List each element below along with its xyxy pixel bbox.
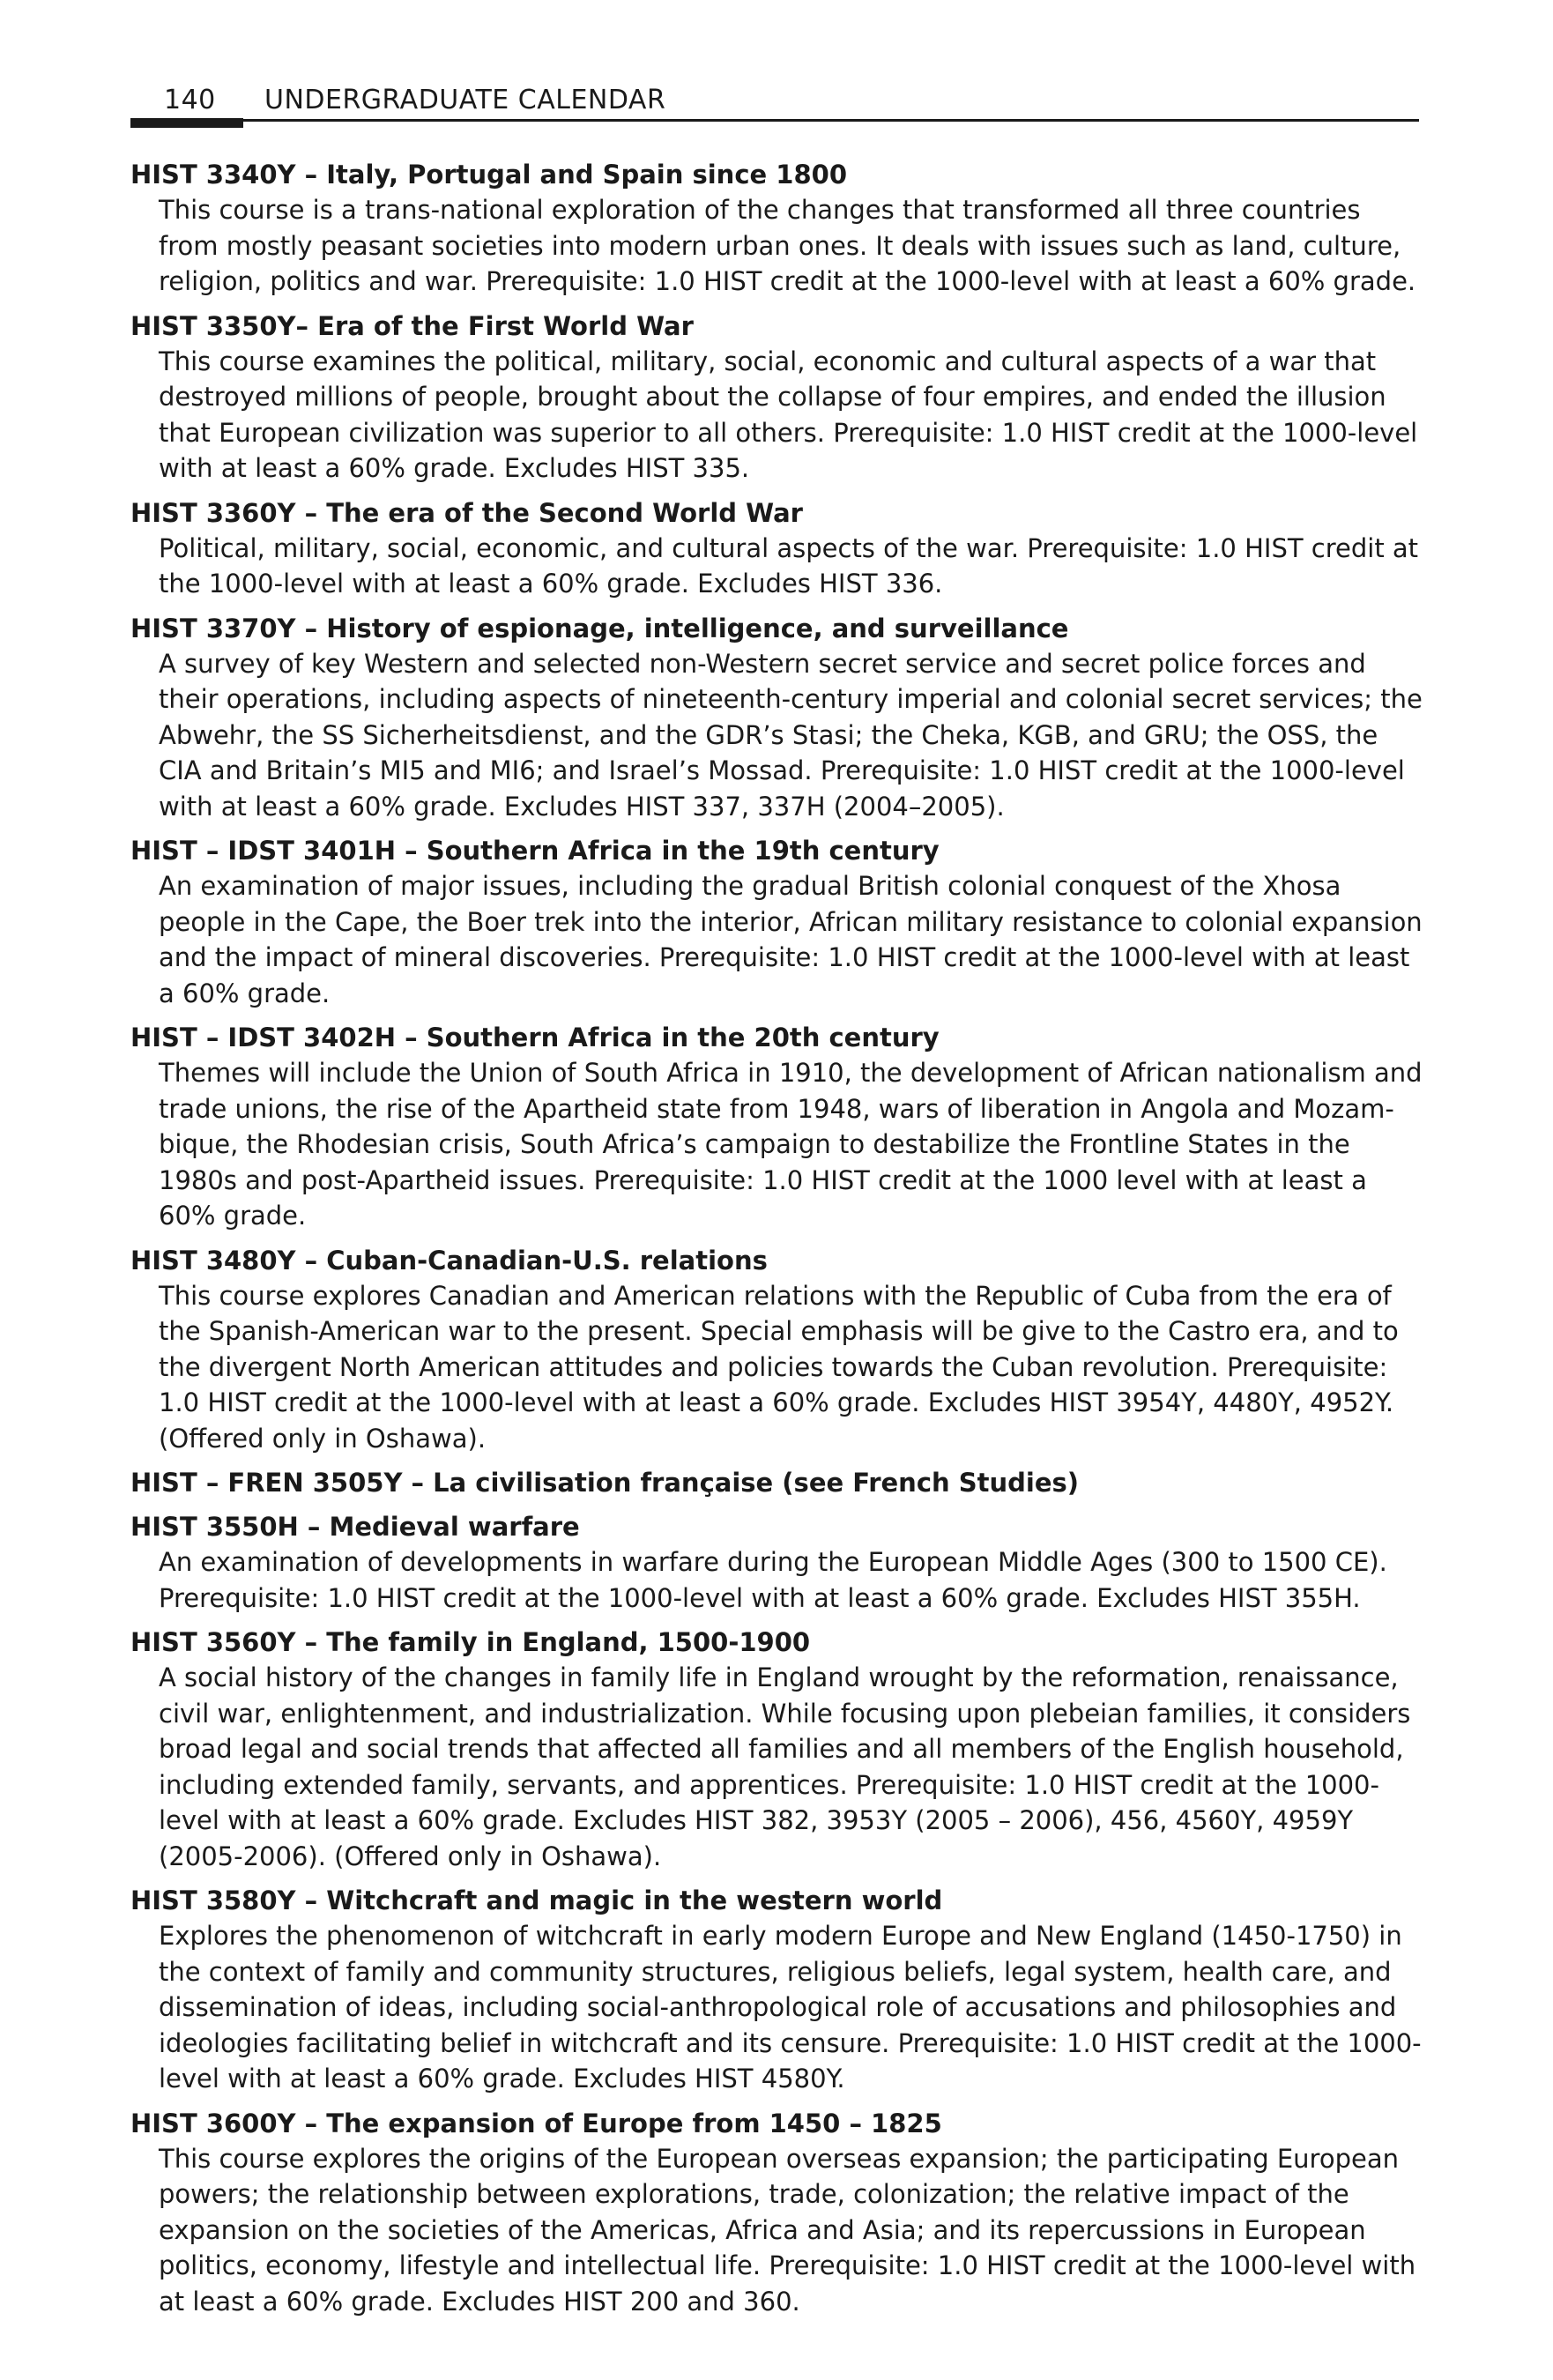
course-entry (130, 309, 1426, 487)
course-title: HIST 3560Y – The family in England, 1500-1900 (130, 1627, 811, 1657)
course-entry (130, 1465, 1426, 1500)
course-entry (130, 495, 1426, 602)
course-title: HIST 3370Y – History of espionage, intelligence, and surveillance (130, 613, 1069, 643)
course-description: This course is a trans-national exploration of the changes that transformed all three countries from mostly peasant societies into modern urban ones. It deals with issues such as land, culture, religion, politics and war. Prerequisite: 1.0 HIST credit at the 1000-level with at least a 60% grade. (159, 195, 1416, 296)
course-description: This course explores the origins of the European overseas expansion; the participating European powers; the relationship between explorations, trade, colonization; the relative impact of the expansion on the societies of the Americas, Africa and Asia; and its repercussions in European politics, economy, lifestyle and intellectual life. Prerequisite: 1.0 HIST credit at the 1000-level with at least a 60% grade. Excludes HIST 200 and 360. (159, 2143, 1416, 2317)
course-title: HIST 3550H – Medieval warfare (130, 1512, 580, 1542)
course-title: HIST 3480Y – Cuban-Canadian-U.S. relations (130, 1245, 768, 1276)
course-title: HIST – IDST 3401H – Southern Africa in the 19th century (130, 836, 940, 866)
page-header (130, 81, 1419, 125)
running-head: UNDERGRADUATE CALENDAR (264, 85, 666, 115)
course-entry (130, 1020, 1426, 1234)
course-entry (130, 1509, 1426, 1616)
course-description: An examination of major issues, including the gradual British colonial conquest of the Xhosa people in the Cape, the Boer trek into the interior, African military resistance to colonial expansion and the impact of mineral discoveries. Prerequisite: 1.0 HIST credit at the 1000-level with at least a 60% grade. (159, 871, 1423, 1008)
course-entry (130, 1883, 1426, 2097)
course-entry (130, 2106, 1426, 2320)
course-description: A social history of the changes in family life in England wrought by the reformation, renaissance, civil war, enlightenment, and industrialization. While focusing upon plebeian families, it considers broad legal and social trends that affected all families and all members of the English household, including extended family, servants, and apprentices. Prerequisite: 1.0 HIST credit at the 1000-level with at least a 60% grade. Excludes HIST 382, 3953Y (2005 – 2006), 456, 4560Y, 4959Y (2005-2006). (Offered only in Oshawa). (159, 1662, 1411, 1871)
course-description: This course explores Canadian and American relations with the Republic of Cuba from the era of the Spanish-American war to the present. Special emphasis will be give to the Castro era, and to the divergent North American attitudes and policies towards the Cuban revolution. Prerequisite: 1.0 HIST credit at the 1000-level with at least a 60% grade. Excludes HIST 3954Y, 4480Y, 4952Y. (Offered only in Oshawa). (159, 1280, 1399, 1454)
header-rule (130, 119, 1419, 122)
page-number: 140 (164, 85, 216, 115)
course-description: A survey of key Western and selected non-Western secret service and secret police forces and their operations, including aspects of nineteenth-century imperial and colonial secret services; the Abwehr, the SS Sicherheitsdienst, and the GDR’s Stasi; the Cheka, KGB, and GRU; the OSS, the CIA and Britain’s MI5 and MI6; and Israel’s Mossad. Prerequisite: 1.0 HIST credit at the 1000-level with at least a 60% grade. Excludes HIST 337, 337H (2004–2005). (159, 648, 1423, 822)
course-title: HIST 3600Y – The expansion of Europe from 1450 – 1825 (130, 2108, 942, 2138)
course-entry (130, 1243, 1426, 1457)
course-description: This course examines the political, military, social, economic and cultural aspects of a war that destroyed millions of people, brought about the collapse of four empires, and ended the illusion that European civilization was superior to all others. Prerequisite: 1.0 HIST credit at the 1000-level with at least a 60% grade. Excludes HIST 335. (159, 346, 1418, 483)
course-title: HIST – IDST 3402H – Southern Africa in the 20th century (130, 1023, 940, 1052)
course-title: HIST 3350Y– Era of the First World War (130, 310, 694, 341)
course-title: HIST 3580Y – Witchcraft and magic in the western world (130, 1885, 943, 1915)
header-rule-accent (130, 118, 243, 128)
course-title: HIST 3340Y – Italy, Portugal and Spain since 1800 (130, 160, 847, 190)
course-entry (130, 1625, 1426, 1874)
course-description: Explores the phenomenon of witchcraft in early modern Europe and New England (1450-1750) in the context of family and community structures, religious beliefs, legal system, health care, and dissemination of ideas, including social-anthropological role of accusations and philosophies and ideologies facilitating belief in witchcraft and its censure. Prerequisite: 1.0 HIST credit at the 1000-level with at least a 60% grade. Excludes HIST 4580Y. (159, 1921, 1422, 2094)
course-entry (130, 833, 1426, 1011)
course-description: Political, military, social, economic, and cultural aspects of the war. Prerequisite: 1.0 HIST credit at the 1000-level with at least a 60% grade. Excludes HIST 336. (159, 532, 1419, 599)
course-entry (130, 157, 1426, 300)
course-title: HIST – FREN 3505Y – La civilisation française (see French Studies) (130, 1468, 1080, 1498)
course-title: HIST 3360Y – The era of the Second World War (130, 497, 803, 528)
course-description: An examination of developments in warfare during the European Middle Ages (300 to 1500 CE). Prerequisite: 1.0 HIST credit at the 1000-level with at least a 60% grade. Excludes HIST 355H. (159, 1547, 1387, 1613)
course-entry (130, 611, 1426, 825)
course-list (130, 157, 1426, 2328)
course-description: Themes will include the Union of South Africa in 1910, the development of African nationalism and trade unions, the rise of the Apartheid state from 1948, wars of liberation in Angola and Mozambique, the Rhodesian crisis, South Africa’s campaign to destabilize the Frontline States in the 1980s and post-Apartheid issues. Prerequisite: 1.0 HIST credit at the 1000 level with at least a 60% grade. (159, 1058, 1423, 1231)
